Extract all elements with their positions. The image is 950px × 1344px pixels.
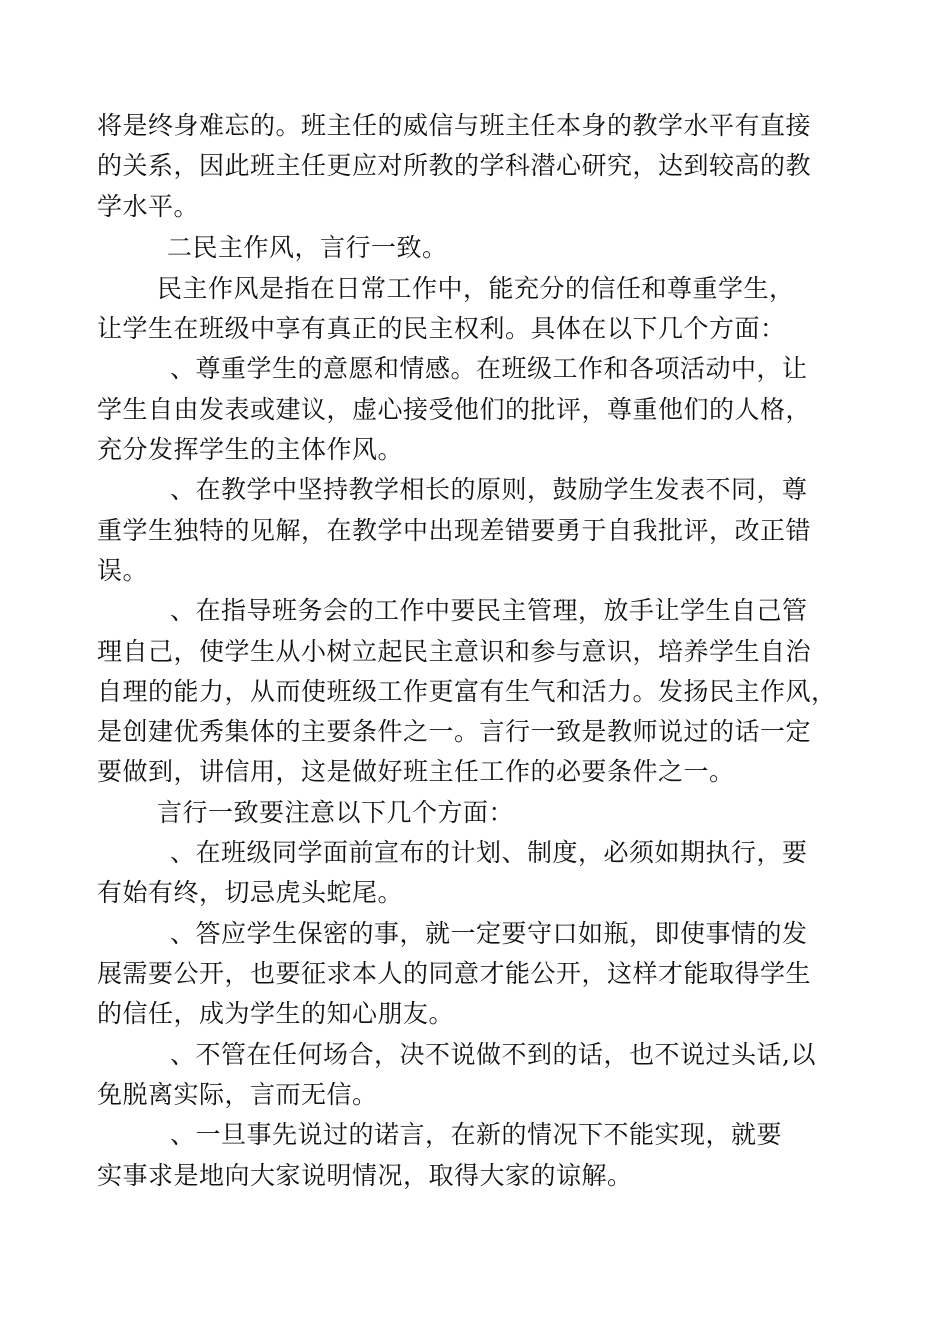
text-line: 的信任，成为学生的知心朋友。 [97, 999, 455, 1028]
text-line: 要做到，讲信用，这是做好班主任工作的必要条件之一。 [97, 757, 735, 786]
text-line: 学生自由发表或建议，虚心接受他们的批评，尊重他们的人格， [97, 395, 812, 424]
list-item-line: 、在指导班务会的工作中要民主管理，放手让学生自己管 [170, 596, 808, 625]
list-item-line: 、在教学中坚持教学相长的原则，鼓励学生发表不同，尊 [170, 475, 808, 504]
text-line: 民主作风是指在日常工作中，能充分的信任和尊重学生， [157, 274, 795, 303]
text-line: 有始有终，切忌虎头蛇尾。 [97, 878, 404, 907]
text-line: 的关系，因此班主任更应对所教的学科潜心研究，达到较高的教 [97, 151, 812, 180]
list-item-line: 、尊重学生的意愿和情感。在班级工作和各项活动中，让 [170, 354, 808, 383]
text-line: 实事求是地向大家说明情况，取得大家的谅解。 [97, 1161, 633, 1190]
list-item-line: 、在班级同学面前宣布的计划、制度，必须如期执行，要 [170, 838, 808, 867]
text-line: 让学生在班级中享有真正的民主权利。具体在以下几个方面： [97, 314, 786, 343]
text-line: 将是终身难忘的。班主任的威信与班主任本身的教学水平有直接 [97, 111, 812, 140]
text-line: 免脱离实际，言而无信。 [97, 1080, 378, 1109]
text-line: 重学生独特的见解，在教学中出现差错要勇于自我批评，改正错 [97, 516, 812, 545]
text-line: 自理的能力，从而使班级工作更富有生气和活力。发扬民主作风， [97, 677, 837, 706]
list-item-line: 、答应学生保密的事，就一定要守口如瓶，即使事情的发 [170, 919, 808, 948]
section-heading: 二民主作风，言行一致。 [167, 233, 448, 262]
text-line: 充分发挥学生的主体作风。 [97, 435, 404, 464]
text-line: 是创建优秀集体的主要条件之一。言行一致是教师说过的话一定 [97, 717, 812, 746]
text-line: 展需要公开，也要征求本人的同意才能公开，这样才能取得学生 [97, 959, 812, 988]
text-line: 学水平。 [97, 192, 200, 221]
list-item-line: 、不管在任何场合，决不说做不到的话，也不说过头话,以 [170, 1040, 816, 1069]
text-line: 理自己，使学生从小树立起民主意识和参与意识，培养学生自治 [97, 637, 812, 666]
list-item-line: 、一旦事先说过的诺言，在新的情况下不能实现，就要 [170, 1120, 783, 1149]
text-line: 误。 [97, 556, 149, 585]
text-line: 言行一致要注意以下几个方面： [157, 798, 515, 827]
